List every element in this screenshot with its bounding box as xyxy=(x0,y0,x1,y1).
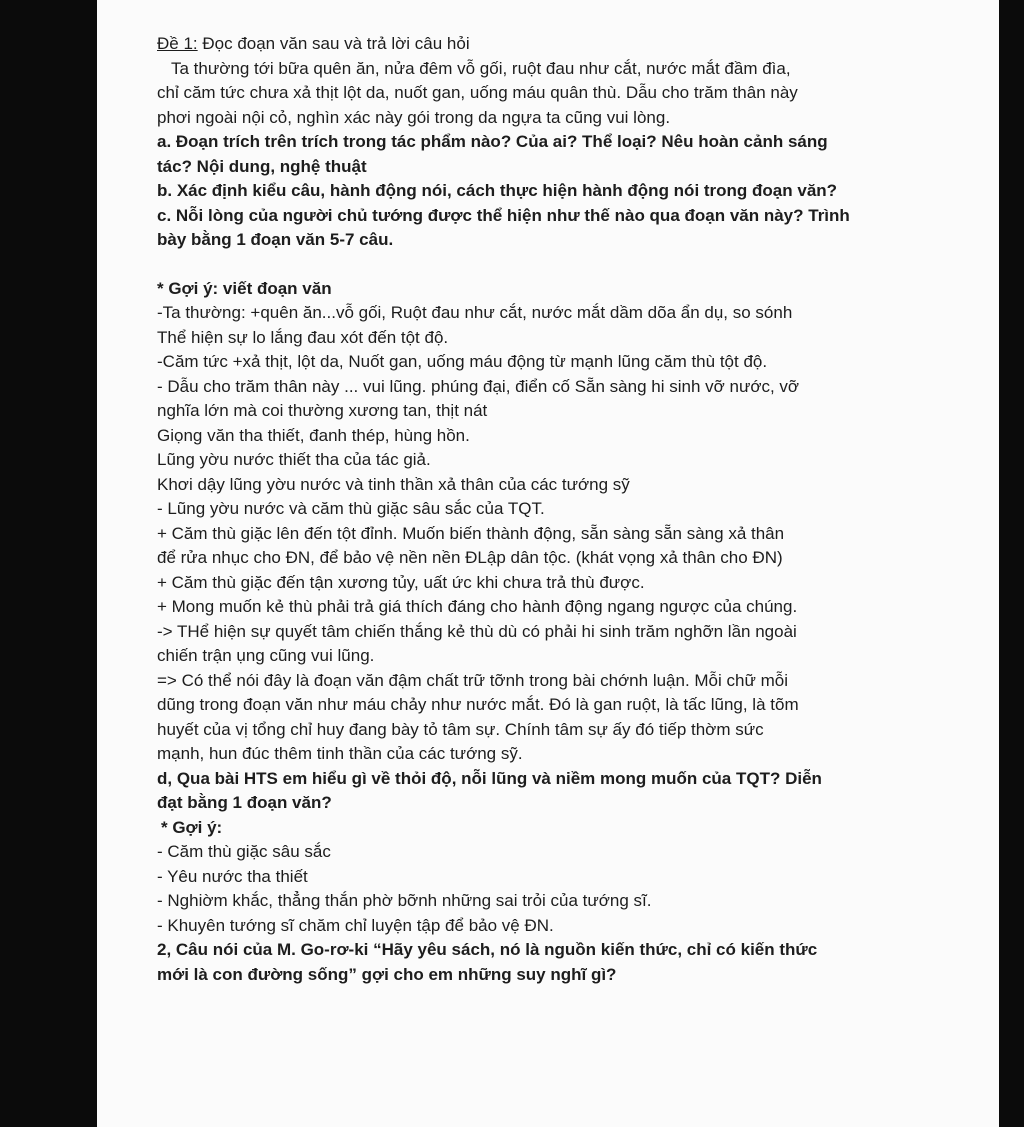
hint2-line: - Khuyên tướng sĩ chăm chỉ luyện tập để bảo vệ ĐN. xyxy=(157,915,554,935)
question-c: c. Nỗi lòng của người chủ tướng được thể hiện như thế nào qua đoạn văn này? Trình xyxy=(157,205,850,225)
question-2-cont: mới là con đường sống” gợi cho em những suy nghĩ gì? xyxy=(157,964,617,984)
hint-line: Lũng yờu nước thiết tha của tác giả. xyxy=(157,450,431,469)
passage-line: Ta thường tới bữa quên ăn, nửa đêm vỗ gối, ruột đau như cắt, nước mắt đầm đìa, xyxy=(171,58,791,78)
heading-text: Đọc đoạn văn sau và trả lời câu hỏi xyxy=(197,34,470,53)
question-d: d, Qua bài HTS em hiểu gì về thỏi độ, nỗi lũng và niềm mong muốn của TQT? Diễn xyxy=(157,768,822,788)
hint-line: + Căm thù giặc lên đến tột đỉnh. Muốn biến thành động, sẵn sàng sẵn sàng xả thân xyxy=(157,523,785,543)
hint-line: -Căm tức +xả thịt, lột da, Nuốt gan, uống máu động từ mạnh lũng căm thù tột độ. xyxy=(157,352,768,371)
hint-line: nghĩa lớn mà coi thường xương tan, thịt nát xyxy=(157,401,488,420)
hint-line: -> THể hiện sự quyết tâm chiến thắng kẻ thù dù có phải hi sinh trăm nghỡn lần ngoài xyxy=(157,621,797,641)
document-content xyxy=(157,32,987,987)
hint-line: + Căm thù giặc đến tận xương tủy, uất ức khi chưa trả thù được. xyxy=(157,572,645,592)
hint-line: Khơi dậy lũng yờu nước và tinh thần xả thân của các tướng sỹ xyxy=(157,474,630,494)
question-2: 2, Câu nói của M. Go-rơ-ki “Hãy yêu sách, nó là nguồn kiến thức, chỉ có kiến thức xyxy=(157,940,818,959)
spacer xyxy=(157,253,987,277)
question-a: a. Đoạn trích trên trích trong tác phẩm nào? Của ai? Thể loại? Nêu hoàn cảnh sáng xyxy=(157,132,828,151)
hint-line: Giọng văn tha thiết, đanh thép, hùng hồn. xyxy=(157,425,470,445)
hint-line: - Lũng yờu nước và căm thù giặc sâu sắc của TQT. xyxy=(157,499,545,518)
document-page xyxy=(97,0,999,1127)
question-d-cont: đạt bằng 1 đoạn văn? xyxy=(157,793,332,812)
hint-line: - Dẫu cho trăm thân này ... vui lũng. phúng đại, điển cố Sẵn sàng hi sinh vỡ nước, vỡ xyxy=(157,376,800,396)
hint-line: + Mong muốn kẻ thù phải trả giá thích đáng cho hành động ngang ngược của chúng. xyxy=(157,597,798,616)
heading-label: Đề 1: xyxy=(157,34,198,53)
hint2-line: - Yêu nước tha thiết xyxy=(157,866,308,886)
document-heading xyxy=(157,32,987,57)
hint-line: chiến trận ụng cũng vui lũng. xyxy=(157,646,375,665)
question-b: b. Xác định kiểu câu, hành động nói, cách thực hiện hành động nói trong đoạn văn? xyxy=(157,181,838,200)
hint-line: Thể hiện sự lo lắng đau xót đến tột độ. xyxy=(157,327,449,347)
passage-line: phơi ngoài nội cỏ, nghìn xác này gói trong da ngựa ta cũng vui lòng. xyxy=(157,107,671,127)
hint2-line: - Nghiờm khắc, thẳng thắn phờ bỡnh những sai trỏi của tướng sĩ. xyxy=(157,891,652,910)
hint-title: * Gợi ý: viết đoạn văn xyxy=(157,278,332,298)
question-c-cont: bày bằng 1 đoạn văn 5-7 câu. xyxy=(157,230,394,249)
hint-line: => Có thể nói đây là đoạn văn đậm chất trữ tỡnh trong bài chớnh luận. Mỗi chữ mỗi xyxy=(157,670,788,690)
hint-line: mạnh, hun đúc thêm tinh thần của các tướng sỹ. xyxy=(157,744,523,763)
question-a-cont: tác? Nội dung, nghệ thuật xyxy=(157,156,367,176)
hint2-line: - Căm thù giặc sâu sắc xyxy=(157,842,331,861)
hint-line: -Ta thường: +quên ăn...vỗ gối, Ruột đau như cắt, nước mắt dầm dõa ẩn dụ, so sónh xyxy=(157,303,793,322)
hint-line: để rửa nhục cho ĐN, để bảo vệ nền nền ĐLập dân tộc. (khát vọng xả thân cho ĐN) xyxy=(157,548,783,567)
hint-line: huyết của vị tổng chỉ huy đang bày tỏ tâm sự. Chính tâm sự ấy đó tiếp thờm sức xyxy=(157,719,764,739)
hint2-title: * Gợi ý: xyxy=(161,817,223,837)
hint-line: dũng trong đoạn văn như máu chảy như nước mắt. Đó là gan ruột, là tấc lũng, là tõm xyxy=(157,695,799,714)
passage-line: chỉ căm tức chưa xả thịt lột da, nuốt gan, uống máu quân thù. Dẫu cho trăm thân này xyxy=(157,83,798,102)
